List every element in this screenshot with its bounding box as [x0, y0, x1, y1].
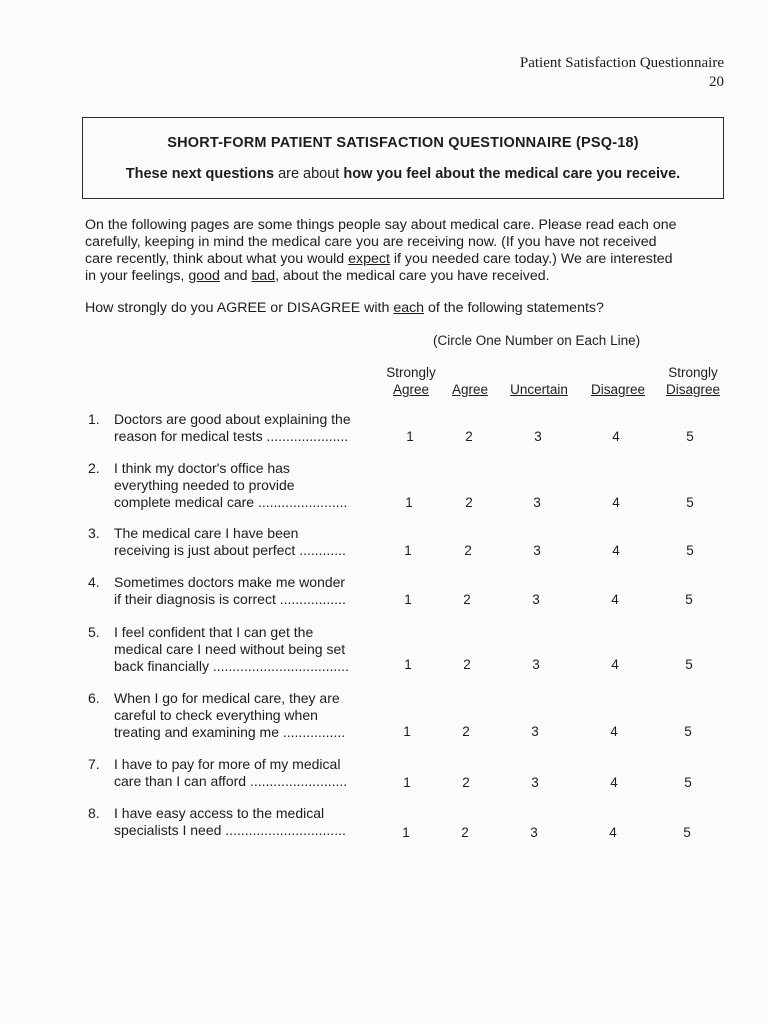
list-item: [88, 460, 347, 511]
option-4[interactable]: 4: [611, 657, 619, 672]
option-2[interactable]: 2: [463, 657, 471, 672]
option-3[interactable]: 3: [530, 825, 538, 840]
intro-text: if you needed care today.) We are interested: [389, 251, 673, 267]
item-number: 5.: [88, 624, 100, 640]
option-2[interactable]: 2: [462, 775, 470, 790]
list-item: [88, 525, 346, 559]
intro-line-1: On the following pages are some things people say about medical care. Please read each one: [85, 217, 677, 233]
list-item: [88, 690, 345, 741]
item-text: careful to check everything when: [114, 707, 318, 723]
item-text: Doctors are good about explaining the: [114, 411, 351, 427]
column-header-strongly-disagree: [660, 364, 726, 398]
intro-emphasis-bad: bad: [251, 268, 276, 284]
list-item: [88, 574, 346, 608]
option-3[interactable]: 3: [533, 495, 541, 510]
intro-text: care recently, think about what you would: [85, 251, 349, 267]
option-2[interactable]: 2: [461, 825, 469, 840]
list-item: [88, 411, 351, 445]
title-box: [82, 117, 724, 199]
option-5[interactable]: 5: [685, 592, 693, 607]
option-1[interactable]: 1: [403, 775, 411, 790]
column-header-label: Agree: [451, 382, 489, 397]
item-text: specialists I need ...............................: [114, 822, 346, 838]
column-header-top: Strongly: [386, 365, 436, 380]
option-1[interactable]: 1: [404, 543, 412, 558]
item-text: The medical care I have been: [114, 525, 299, 541]
intro-line-3: [85, 251, 730, 268]
item-number: 8.: [88, 805, 100, 821]
column-header-uncertain: [502, 381, 576, 398]
page-header: [520, 54, 724, 92]
option-4[interactable]: 4: [612, 543, 620, 558]
option-3[interactable]: 3: [532, 592, 540, 607]
option-4[interactable]: 4: [612, 495, 620, 510]
intro-paragraph: [85, 217, 730, 285]
agree-question: [85, 300, 604, 316]
column-header-strongly-agree: [383, 364, 439, 398]
option-2[interactable]: 2: [465, 495, 473, 510]
option-1[interactable]: 1: [403, 724, 411, 739]
item-text: complete medical care .......................: [114, 494, 348, 510]
item-text: I feel confident that I can get the: [114, 624, 314, 640]
questionnaire-title: SHORT-FORM PATIENT SATISFACTION QUESTIONNAIRE (PSQ-18): [167, 135, 639, 151]
item-text: When I go for medical care, they are: [114, 690, 340, 706]
questionnaire-subtitle: [83, 166, 723, 182]
subtitle-part-3: how you feel about the medical care you receive.: [343, 166, 681, 182]
list-item: [88, 624, 349, 675]
question-text: How strongly do you AGREE or DISAGREE with: [85, 300, 394, 316]
option-1[interactable]: 1: [404, 592, 412, 607]
item-text: medical care I need without being set: [114, 641, 346, 657]
intro-text: and: [219, 268, 252, 284]
subtitle-part-2: are about: [278, 166, 340, 182]
option-3[interactable]: 3: [534, 429, 542, 444]
option-3[interactable]: 3: [533, 543, 541, 558]
item-number: 6.: [88, 690, 100, 706]
option-3[interactable]: 3: [531, 775, 539, 790]
option-4[interactable]: 4: [612, 429, 620, 444]
option-5[interactable]: 5: [685, 657, 693, 672]
item-text: I think my doctor's office has: [114, 460, 290, 476]
intro-emphasis-expect: expect: [348, 251, 390, 267]
option-5[interactable]: 5: [686, 429, 694, 444]
option-1[interactable]: 1: [402, 825, 410, 840]
option-5[interactable]: 5: [684, 724, 692, 739]
intro-emphasis-good: good: [188, 268, 220, 284]
option-2[interactable]: 2: [464, 543, 472, 558]
option-3[interactable]: 3: [531, 724, 539, 739]
intro-text: , about the medical care you have received.: [275, 268, 550, 284]
list-item: [88, 756, 347, 790]
page-number: 20: [709, 74, 724, 90]
document-title: Patient Satisfaction Questionnaire: [519, 55, 724, 71]
item-number: 3.: [88, 525, 100, 541]
intro-line-4: [85, 268, 730, 285]
item-number: 4.: [88, 574, 100, 590]
item-text: care than I can afford .........................: [114, 773, 348, 789]
subtitle-part-1: These next questions: [125, 166, 275, 182]
intro-line-2: carefully, keeping in mind the medical care you are receiving now. (If you have not received: [85, 234, 657, 250]
column-header-label: Disagree: [590, 382, 646, 397]
item-number: 7.: [88, 756, 100, 772]
item-text: I have easy access to the medical: [114, 805, 325, 821]
option-4[interactable]: 4: [610, 775, 618, 790]
column-header-agree: [446, 381, 494, 398]
option-2[interactable]: 2: [462, 724, 470, 739]
item-number: 1.: [88, 411, 100, 427]
item-text: treating and examining me ................: [114, 724, 346, 740]
option-1[interactable]: 1: [406, 429, 414, 444]
column-header-top: Strongly: [668, 365, 718, 380]
intro-text: in your feelings,: [85, 268, 189, 284]
question-text: of the following statements?: [424, 300, 604, 316]
column-header-label: Agree: [392, 382, 430, 397]
option-5[interactable]: 5: [686, 543, 694, 558]
option-2[interactable]: 2: [465, 429, 473, 444]
question-emphasis-each: each: [393, 300, 425, 316]
item-text: everything needed to provide: [114, 477, 295, 493]
item-text: I have to pay for more of my medical: [114, 756, 341, 772]
item-number: 2.: [88, 460, 100, 476]
item-text: reason for medical tests .....................: [114, 428, 349, 444]
option-3[interactable]: 3: [532, 657, 540, 672]
option-1[interactable]: 1: [404, 657, 412, 672]
item-text: Sometimes doctors make me wonder: [114, 574, 346, 590]
column-header-disagree: [585, 381, 651, 398]
list-item: [88, 805, 346, 839]
option-5[interactable]: 5: [683, 825, 691, 840]
option-1[interactable]: 1: [405, 495, 413, 510]
option-4[interactable]: 4: [611, 592, 619, 607]
column-header-label: Disagree: [665, 382, 721, 397]
circle-instruction: (Circle One Number on Each Line): [433, 333, 641, 348]
option-4[interactable]: 4: [609, 825, 617, 840]
column-header-label: Uncertain: [510, 382, 568, 397]
option-5[interactable]: 5: [684, 775, 692, 790]
option-4[interactable]: 4: [610, 724, 618, 739]
item-text: back financially ...................................: [114, 658, 349, 674]
option-5[interactable]: 5: [686, 495, 694, 510]
item-text: receiving is just about perfect ............: [114, 542, 346, 558]
option-2[interactable]: 2: [463, 592, 471, 607]
item-text: if their diagnosis is correct .................: [114, 591, 346, 607]
